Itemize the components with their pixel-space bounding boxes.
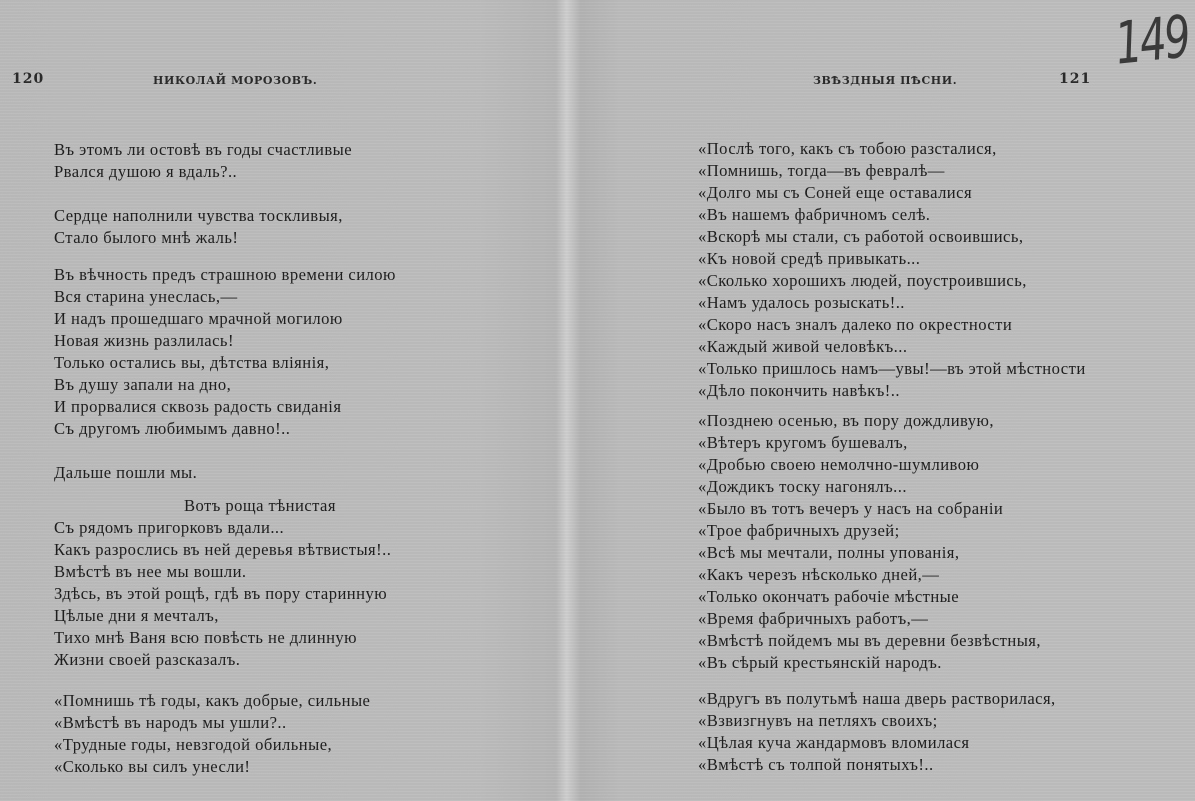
verse-line: «Всѣ мы мечтали, полны упованiя,	[698, 543, 960, 562]
verse-line: «Каждый живой человѣкъ...	[698, 337, 908, 356]
right-page	[560, 0, 1195, 801]
verse-line: И надъ прошедшаго мрачной могилою	[54, 309, 343, 328]
verse-line: Сердце наполнили чувства тоскливыя,	[54, 206, 343, 225]
stanza	[54, 139, 352, 249]
verse-line: Только остались вы, дѣтства влiянiя,	[54, 353, 330, 372]
page-number: 121	[1059, 71, 1092, 87]
verse-line: «Дѣло покончить навѣкъ!..	[698, 381, 900, 400]
verse-line: Тихо мнѣ Ваня всю повѣсть не длинную	[54, 628, 358, 647]
verse-line: Стало былого мнѣ жаль!	[54, 228, 239, 247]
verse-line: «Дробью своею немолчно-шумливою	[698, 455, 980, 474]
verse-line: И прорвалися сквозь радость свиданiя	[54, 397, 342, 416]
left-page	[0, 0, 560, 801]
verse-line: «Только пришлось намъ—увы!—въ этой мѣстности	[698, 359, 1086, 378]
verse-line: «Въ сѣрый крестьянскiй народъ.	[698, 653, 942, 672]
verse-line: Цѣлые дни я мечталъ,	[54, 606, 219, 625]
stanza-gap	[54, 183, 352, 205]
verse-line: «Вѣтеръ кругомъ бушевалъ,	[698, 433, 908, 452]
verse-line: Какъ разрослись въ ней деревья вѣтвистыя!..	[54, 540, 392, 559]
verse-line: «Сколько вы силъ унесли!	[54, 757, 251, 776]
running-head: ЗВѢЗДНЫЯ ПѢСНИ.	[813, 74, 958, 87]
stanza-gap	[54, 440, 396, 462]
verse-line: «Помнишь, тогда—въ февралѣ—	[698, 161, 945, 180]
verse-line: «Помнишь тѣ годы, какъ добрые, сильные	[54, 691, 371, 710]
verse-line: Жизни своей разсказалъ.	[54, 650, 241, 669]
verse-line: Новая жизнь разлилась!	[54, 331, 234, 350]
verse-line: «Цѣлая куча жандармовъ вломилася	[698, 733, 970, 752]
verse-line: «Послѣ того, какъ съ тобою разсталися,	[698, 139, 997, 158]
verse-line: Дальше пошли мы.	[54, 463, 198, 482]
verse-line: Съ рядомъ пригорковъ вдали...	[54, 518, 285, 537]
verse-line: «Было въ тотъ вечеръ у насъ на собранiи	[698, 499, 1004, 518]
verse-line: «Сколько хорошихъ людей, поустроившись,	[698, 271, 1027, 290]
verse-line: Въ этомъ ли остовѣ въ годы счастливые	[54, 140, 353, 159]
verse-line: «Трудные годы, невзгодой обильные,	[54, 735, 333, 754]
verse-line: «Вмѣстѣ съ толпой понятыхъ!..	[698, 755, 934, 774]
page-number: 120	[12, 71, 45, 87]
verse-line: «Скоро насъ зналъ далеко по окрестности	[698, 315, 1013, 334]
stanza	[698, 138, 1086, 402]
verse-line: Вся старина унеслась,—	[54, 287, 238, 306]
verse-line: Въ душу запали на дно,	[54, 375, 232, 394]
verse-line: «Какъ черезъ нѣсколько дней,—	[698, 565, 940, 584]
verse-line: «Дождикъ тоску нагонялъ...	[698, 477, 907, 496]
verse-line: «Въ нашемъ фабричномъ селѣ.	[698, 205, 931, 224]
verse-line: «Вмѣстѣ пойдемъ мы въ деревни безвѣстныя,	[698, 631, 1041, 650]
verse-line: «Намъ удалось розыскать!..	[698, 293, 905, 312]
verse-line: «Позднею осенью, въ пору дождливую,	[698, 411, 994, 430]
verse-line: «Долго мы съ Соней еще оставалися	[698, 183, 973, 202]
verse-line: Рвался душою я вдаль?..	[54, 162, 238, 181]
verse-line: «Вдругъ въ полутьмѣ наша дверь растворилася,	[698, 689, 1056, 708]
running-head: НИКОЛАЙ МОРОЗОВЪ.	[153, 74, 318, 87]
stanza	[54, 690, 370, 778]
verse-line: «Вмѣстѣ въ народъ мы ушли?..	[54, 713, 287, 732]
stanza	[698, 688, 1056, 776]
stanza	[698, 410, 1041, 674]
verse-line: Вмѣстѣ въ нее мы вошли.	[54, 562, 247, 581]
verse-line: «Трое фабричныхъ друзей;	[698, 521, 900, 540]
verse-line: «Къ новой средѣ привыкать...	[698, 249, 921, 268]
verse-line: «Взвизгнувъ на петляхъ своихъ;	[698, 711, 938, 730]
verse-line: Здѣсь, въ этой рощѣ, гдѣ въ пору старинную	[54, 584, 388, 603]
stanza	[54, 495, 391, 671]
handwritten-folio-number: 149	[1112, 2, 1192, 78]
verse-line: Вотъ роща тѣнистая	[184, 496, 336, 515]
stanza	[54, 264, 396, 484]
verse-line: Въ вѣчность предъ страшною времени силою	[54, 265, 396, 284]
verse-line: «Только окончатъ рабочiе мѣстные	[698, 587, 960, 606]
verse-line: Съ другомъ любимымъ давно!..	[54, 419, 291, 438]
verse-line: «Время фабричныхъ работъ,—	[698, 609, 929, 628]
verse-line: «Вскорѣ мы стали, съ работой освоившись,	[698, 227, 1024, 246]
